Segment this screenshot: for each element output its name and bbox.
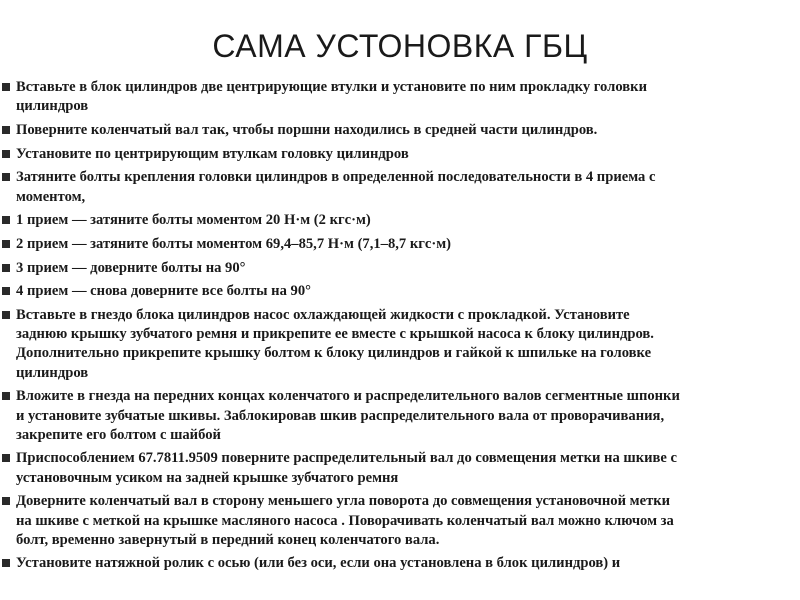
- bullet-text-line: 1 прием — затяните болты моментом 20 Н·м (2 кгс·м): [16, 212, 371, 229]
- bullet-item: [0, 211, 800, 230]
- bullet-item: [0, 168, 800, 206]
- bullet-text-line: установочным усиком на задней крышке зубчатого ремня: [16, 469, 399, 486]
- bullet-list: [0, 78, 800, 578]
- bullet-text-line: Установите натяжной ролик с осью (или без оси, если она установлена в блок цилиндров) и: [16, 555, 621, 572]
- bullet-item: [0, 78, 800, 116]
- bullet-marker-icon: [2, 173, 10, 181]
- bullet-text-line: и установите зубчатые шкивы. Заблокировав шкив распределительного вала от проворачивания,: [16, 407, 665, 424]
- bullet-text-line: 4 прием — снова доверните все болты на 90°: [16, 283, 311, 300]
- bullet-text-line: Поверните коленчатый вал так, чтобы поршни находились в средней части цилиндров.: [16, 121, 598, 138]
- bullet-text-line: Приспособлением 67.7811.9509 поверните распределительный вал до совмещения метки на шкиве с: [16, 450, 678, 467]
- bullet-text-line: Затяните болты крепления головки цилиндров в определенной последовательности в 4 приема с: [16, 169, 656, 186]
- bullet-item: [0, 259, 800, 278]
- bullet-marker-icon: [2, 392, 10, 400]
- bullet-marker-icon: [2, 83, 10, 91]
- bullet-text-line: цилиндров: [16, 98, 89, 115]
- bullet-text-line: моментом,: [16, 188, 86, 205]
- bullet-text-line: на шкиве с меткой на крышке масляного насоса . Поворачивать коленчатый вал можно ключом за: [16, 512, 674, 529]
- bullet-text-line: 3 прием — доверните болты на 90°: [16, 259, 246, 276]
- bullet-item: [0, 449, 800, 487]
- bullet-item: [0, 387, 800, 445]
- bullet-marker-icon: [2, 311, 10, 319]
- bullet-text-line: закрепите его болтом с шайбой: [16, 426, 221, 443]
- bullet-marker-icon: [2, 497, 10, 505]
- bullet-text-line: Доверните коленчатый вал в сторону меньшего угла поворота до совмещения установочной метки: [16, 493, 671, 510]
- bullet-marker-icon: [2, 559, 10, 567]
- bullet-item: [0, 282, 800, 301]
- bullet-text-line: Вставьте в гнездо блока цилиндров насос охлаждающей жидкости с прокладкой. Установите: [16, 307, 630, 324]
- bullet-item: [0, 492, 800, 550]
- bullet-text-line: Вложите в гнезда на передних концах коленчатого и распределительного валов сегментные шпонки: [16, 388, 680, 405]
- bullet-text-line: заднюю крышку зубчатого ремня и прикрепите ее вместе с крышкой насоса к блоку цилиндров.: [16, 326, 654, 343]
- bullet-item: [0, 306, 800, 383]
- bullet-marker-icon: [2, 454, 10, 462]
- bullet-marker-icon: [2, 216, 10, 224]
- bullet-text-line: болт, временно завернутый в передний конец коленчатого вала.: [16, 531, 440, 548]
- bullet-text-line: Установите по центрирующим втулкам головку цилиндров: [16, 145, 409, 162]
- bullet-item: [0, 121, 800, 140]
- bullet-item: [0, 554, 800, 573]
- bullet-text-line: Дополнительно прикрепите крышку болтом к блоку цилиндров и гайкой к шпильке на головке: [16, 345, 652, 362]
- bullet-marker-icon: [2, 126, 10, 134]
- bullet-marker-icon: [2, 150, 10, 158]
- bullet-marker-icon: [2, 287, 10, 295]
- bullet-text-line: цилиндров: [16, 364, 89, 381]
- bullet-marker-icon: [2, 240, 10, 248]
- slide-title: САМА УСТОНОВКА ГБЦ: [212, 28, 588, 64]
- bullet-item: [0, 145, 800, 164]
- bullet-marker-icon: [2, 264, 10, 272]
- bullet-item: [0, 235, 800, 254]
- bullet-text-line: Вставьте в блок цилиндров две центрирующие втулки и установите по ним прокладку головки: [16, 79, 647, 95]
- bullet-text-line: 2 прием — затяните болты моментом 69,4–85,7 Н·м (7,1–8,7 кгс·м): [16, 235, 452, 252]
